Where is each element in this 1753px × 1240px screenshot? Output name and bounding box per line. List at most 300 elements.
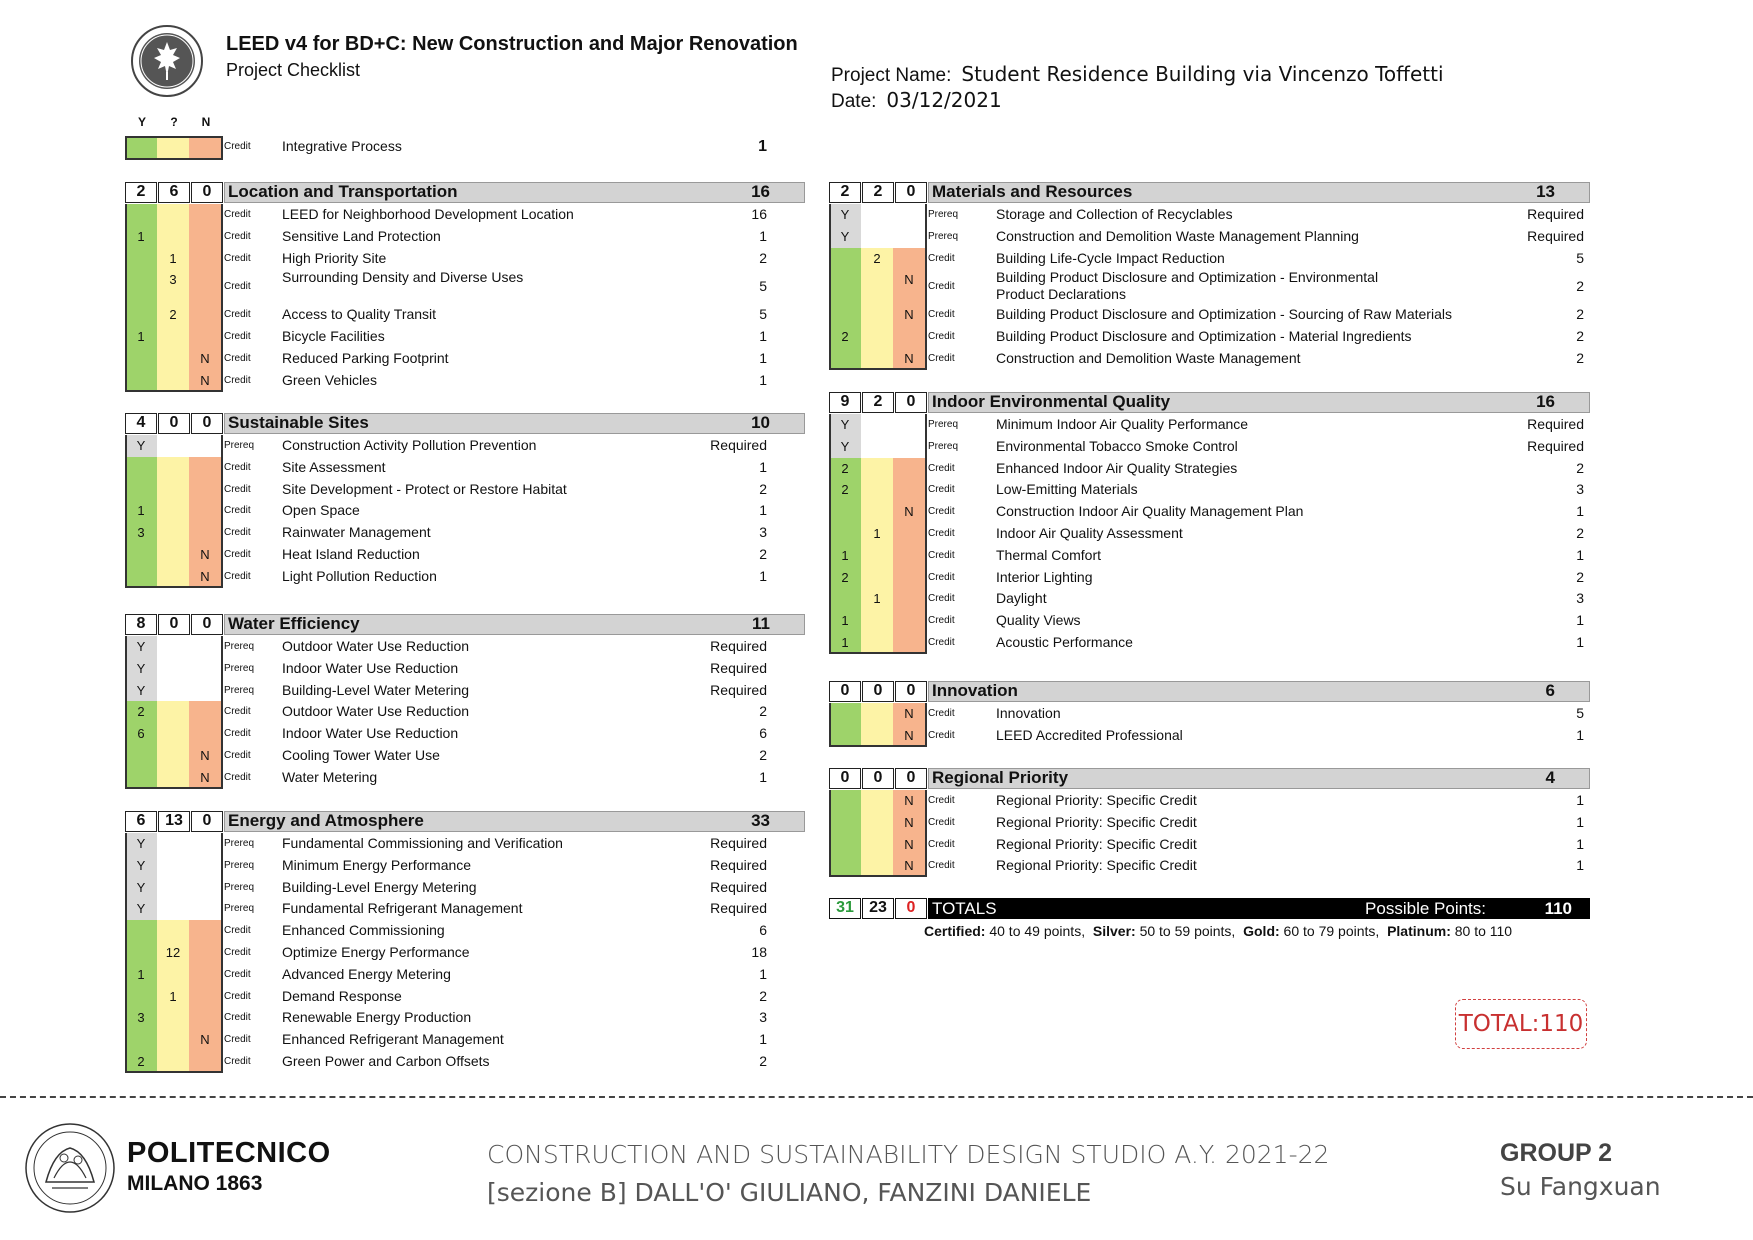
footer-divider — [0, 1096, 1753, 1098]
item-points: 3 — [1576, 590, 1584, 607]
section-indoor-environmental-quality — [829, 392, 1590, 654]
item-name: Interior Lighting — [996, 568, 1093, 585]
section-header — [829, 681, 1590, 703]
section-points: 13 — [1536, 182, 1555, 201]
item-name: Open Space — [282, 502, 360, 519]
item-points: 1 — [759, 328, 767, 345]
item-type: Prereq — [224, 838, 255, 849]
item-type: Credit — [928, 527, 955, 539]
item-points: Required — [1527, 206, 1584, 222]
section-count-yes: 0 — [829, 768, 861, 789]
section-water-efficiency — [125, 614, 805, 789]
maybe-cell: 1 — [157, 248, 189, 270]
checklist-row — [829, 703, 1590, 725]
section-count-maybe: 2 — [862, 182, 894, 203]
section-count-maybe: 6 — [158, 182, 190, 203]
no-cell: N — [189, 348, 221, 370]
yes-cell: 2 — [125, 1051, 157, 1073]
section-title-bar — [224, 811, 805, 832]
checklist-row — [829, 436, 1590, 458]
checklist-row — [829, 348, 1590, 370]
item-name: Fundamental Refrigerant Management — [282, 900, 523, 917]
no-cell: N — [189, 767, 221, 789]
item-name: Indoor Water Use Reduction — [282, 725, 459, 742]
no-cell: N — [189, 1029, 221, 1051]
university-name: POLITECNICO — [127, 1137, 331, 1169]
item-name: Sensitive Land Protection — [282, 227, 441, 244]
checklist-row — [125, 658, 805, 680]
checklist-row — [125, 435, 805, 457]
item-type: Credit — [224, 374, 251, 386]
item-points: 6 — [759, 725, 767, 742]
totals-label: TOTALS — [932, 899, 997, 918]
section-frame — [125, 204, 223, 392]
item-name: Building Life-Cycle Impact Reduction — [996, 249, 1225, 266]
checklist-row — [125, 544, 805, 566]
item-type: Credit — [224, 706, 251, 718]
item-type: Prereq — [928, 230, 959, 242]
item-type: Credit — [224, 1055, 251, 1067]
section-title: Energy and Atmosphere — [228, 811, 424, 830]
certified-range: 40 to 49 points, — [989, 923, 1086, 939]
item-points: Required — [1527, 416, 1584, 432]
item-type: Credit — [224, 309, 251, 321]
item-name: LEED Accredited Professional — [996, 726, 1183, 743]
section-energy-and-atmosphere — [125, 811, 805, 1073]
checklist-row — [829, 269, 1590, 304]
yes-cell: 2 — [829, 326, 861, 348]
checklist-row — [125, 136, 805, 160]
maybe-cell: 1 — [861, 588, 893, 610]
item-points: 2 — [1576, 349, 1584, 366]
item-type: Credit — [224, 483, 251, 495]
item-points: 2 — [759, 480, 767, 497]
checklist-row — [829, 812, 1590, 834]
item-points: 1 — [1576, 813, 1584, 830]
item-name: Indoor Water Use Reduction — [282, 659, 459, 676]
item-points: 1 — [759, 371, 767, 388]
item-points: Required — [1527, 227, 1584, 244]
yes-cell: 1 — [125, 226, 157, 248]
section-frame — [125, 136, 223, 160]
section-title-bar — [928, 681, 1590, 702]
no-cell: N — [893, 725, 925, 747]
item-points: 2 — [1576, 568, 1584, 585]
author-name: Su Fangxuan — [1500, 1172, 1661, 1201]
item-points: 2 — [759, 545, 767, 562]
item-name: Reduced Parking Footprint — [282, 349, 449, 366]
item-name: Outdoor Water Use Reduction — [282, 638, 470, 654]
yes-cell: 2 — [125, 701, 157, 723]
item-type: Credit — [928, 636, 955, 648]
integrative-process-row — [125, 136, 805, 160]
checklist-row — [125, 269, 805, 304]
checklist-row — [829, 610, 1590, 632]
item-points: 1 — [1576, 726, 1584, 743]
certification-levels — [924, 923, 1512, 939]
checklist-row — [829, 479, 1590, 501]
item-points: 1 — [759, 227, 767, 244]
yes-cell: Y — [829, 226, 861, 248]
checklist-row — [125, 304, 805, 326]
checklist-row — [829, 226, 1590, 248]
checklist-row — [829, 204, 1590, 226]
item-type: Credit — [224, 527, 251, 539]
item-name: Daylight — [996, 590, 1047, 607]
item-name: Enhanced Commissioning — [282, 922, 445, 939]
item-type: Prereq — [224, 859, 255, 871]
section-title: Innovation — [932, 681, 1018, 700]
yes-cell: Y — [829, 204, 861, 226]
date-label: Date: — [831, 91, 877, 112]
yes-cell: 2 — [829, 567, 861, 589]
checklist-row — [125, 920, 805, 942]
checklist-row — [125, 479, 805, 501]
checklist-row — [125, 226, 805, 248]
no-cell: N — [189, 370, 221, 392]
section-header — [829, 768, 1590, 790]
item-type: Credit — [928, 309, 955, 321]
total-badge: TOTAL:110 — [1455, 999, 1587, 1049]
checklist-row — [125, 942, 805, 964]
item-type: Credit — [928, 281, 955, 293]
item-type: Credit — [224, 331, 251, 343]
item-points: 3 — [759, 524, 767, 541]
section-materials-and-resources — [829, 182, 1590, 370]
section-title-bar — [928, 768, 1590, 789]
item-type: Credit — [928, 795, 955, 806]
section-frame — [829, 204, 927, 370]
item-type: Credit — [224, 1034, 251, 1046]
section-frame — [829, 414, 927, 654]
item-type: Credit — [224, 252, 251, 264]
checklist-row — [125, 898, 805, 920]
item-name: LEED for Neighborhood Development Location — [282, 206, 574, 222]
item-type: Prereq — [928, 419, 959, 430]
item-name: Regional Priority: Specific Credit — [996, 857, 1197, 874]
item-points: 1 — [759, 1031, 767, 1048]
yes-cell: Y — [125, 877, 157, 899]
no-cell: N — [189, 566, 221, 588]
item-type: Credit — [224, 281, 251, 293]
item-type: Credit — [224, 771, 251, 783]
item-name: Green Vehicles — [282, 371, 377, 388]
silver-label: Silver: — [1092, 923, 1136, 939]
item-name: Regional Priority: Specific Credit — [996, 813, 1197, 830]
section-frame — [829, 703, 927, 747]
column-head-yes: Y — [137, 115, 146, 129]
section-regional-priority — [829, 768, 1590, 877]
no-cell: N — [893, 348, 925, 370]
yes-cell: Y — [125, 855, 157, 877]
item-type: Credit — [928, 352, 955, 364]
checklist-row — [125, 1029, 805, 1051]
item-type: Credit — [928, 484, 955, 496]
item-name: Construction Activity Pollution Prevention — [282, 437, 537, 453]
yes-cell: 1 — [829, 610, 861, 632]
no-cell: N — [189, 745, 221, 767]
item-name: Demand Response — [282, 987, 402, 1004]
document-subtitle: Project Checklist — [226, 60, 361, 80]
yes-cell: Y — [125, 435, 157, 457]
yes-cell: Y — [125, 680, 157, 702]
section-header — [125, 182, 805, 204]
item-type: Credit — [224, 990, 251, 1002]
checklist-row — [829, 588, 1590, 610]
item-points: 16 — [751, 206, 767, 222]
section-points: 11 — [752, 614, 770, 633]
maybe-cell: 12 — [157, 942, 189, 964]
item-type: Prereq — [224, 440, 255, 451]
item-name: Advanced Energy Metering — [282, 965, 451, 982]
section-count-no: 0 — [191, 811, 223, 832]
section-count-maybe: 2 — [862, 392, 894, 413]
checklist-row — [125, 701, 805, 723]
section-points: 10 — [751, 413, 770, 432]
item-name: Access to Quality Transit — [282, 306, 437, 323]
section-header — [829, 182, 1590, 204]
item-name: Optimize Energy Performance — [282, 943, 470, 960]
section-innovation — [829, 681, 1590, 747]
item-type: Credit — [928, 331, 955, 343]
item-name: Site Development - Protect or Restore Habitat — [282, 480, 567, 497]
section-count-maybe: 0 — [862, 768, 894, 789]
item-points: 2 — [759, 703, 767, 720]
yes-cell: 1 — [125, 326, 157, 348]
checklist-row — [125, 1051, 805, 1073]
item-points: 1 — [1576, 612, 1584, 629]
project-name-label: Project Name: — [831, 65, 952, 86]
item-points: 2 — [1576, 306, 1584, 323]
section-count-yes: 6 — [125, 811, 157, 832]
no-cell: N — [893, 855, 925, 877]
section-points: 6 — [1545, 681, 1555, 700]
totals-label-bar — [928, 898, 1590, 919]
section-location-and-transportation — [125, 182, 805, 392]
item-name: Innovation — [996, 705, 1061, 721]
item-type: Prereq — [224, 903, 255, 915]
section-count-yes: 2 — [829, 182, 861, 203]
yes-cell: 1 — [829, 632, 861, 654]
item-points: 2 — [1576, 328, 1584, 345]
yes-cell: Y — [829, 436, 861, 458]
item-name: Integrative Process — [282, 138, 402, 154]
item-name: Construction and Demolition Waste Management — [996, 349, 1301, 366]
item-name: Surrounding Density and Diverse Uses — [282, 269, 524, 286]
section-title: Indoor Environmental Quality — [932, 392, 1171, 411]
item-type: Prereq — [224, 881, 255, 893]
item-points: Required — [710, 437, 767, 453]
item-points: 2 — [759, 249, 767, 266]
item-type: Credit — [224, 570, 251, 582]
yes-cell: 3 — [125, 522, 157, 544]
checklist-row — [125, 767, 805, 789]
item-points: 1 — [1576, 503, 1584, 520]
item-points: 1 — [1576, 792, 1584, 808]
item-points: 2 — [759, 746, 767, 763]
checklist-row — [125, 566, 805, 588]
section-count-maybe: 0 — [158, 614, 190, 635]
checklist-row — [829, 523, 1590, 545]
item-type: Credit — [928, 615, 955, 627]
totals-yes: 31 — [829, 898, 861, 919]
item-name: Construction and Demolition Waste Management Planning — [996, 227, 1359, 244]
gold-range: 60 to 79 points, — [1283, 923, 1380, 939]
certified-label: Certified: — [924, 923, 986, 939]
studio-title: CONSTRUCTION AND SUSTAINABILITY DESIGN STUDIO A.Y. 2021-22 — [487, 1140, 1330, 1169]
item-points: 3 — [1576, 481, 1584, 498]
yes-cell: Y — [125, 658, 157, 680]
item-name: Heat Island Reduction — [282, 545, 420, 562]
section-title: Water Efficiency — [228, 614, 360, 633]
item-type: Credit — [928, 708, 955, 719]
section-count-yes: 0 — [829, 681, 861, 702]
section-count-maybe: 0 — [862, 681, 894, 702]
item-points: Required — [710, 659, 767, 676]
item-type: Credit — [224, 352, 251, 364]
item-name: Building-Level Energy Metering — [282, 878, 477, 895]
item-points: 5 — [759, 278, 767, 295]
item-type: Credit — [928, 506, 955, 518]
item-name: Light Pollution Reduction — [282, 567, 437, 584]
item-points: Required — [710, 835, 767, 851]
no-cell: N — [893, 304, 925, 326]
item-points: 1 — [1576, 857, 1584, 874]
yes-cell: 3 — [125, 1007, 157, 1029]
checklist-row — [125, 500, 805, 522]
section-count-no: 0 — [191, 413, 223, 434]
checklist-row — [125, 680, 805, 702]
project-name-value: Student Residence Building via Vincenzo Toffetti — [961, 62, 1444, 86]
section-title-bar — [224, 182, 805, 203]
section-count-no: 0 — [895, 182, 927, 203]
item-name: Renewable Energy Production — [282, 1009, 472, 1026]
item-name: Regional Priority: Specific Credit — [996, 792, 1197, 808]
no-cell: N — [189, 544, 221, 566]
item-name: Fundamental Commissioning and Verification — [282, 835, 563, 851]
item-points: 1 — [759, 768, 767, 785]
item-name: Acoustic Performance — [996, 633, 1133, 650]
item-name: Environmental Tobacco Smoke Control — [996, 437, 1238, 454]
item-points: 1 — [758, 138, 767, 155]
checklist-row — [125, 964, 805, 986]
item-type: Credit — [928, 549, 955, 561]
checklist-row — [125, 745, 805, 767]
section-count-maybe: 13 — [158, 811, 190, 832]
section-title: Sustainable Sites — [228, 413, 369, 432]
checklist-row — [829, 326, 1590, 348]
item-name: Building Product Disclosure and Optimization - Material Ingredients — [996, 328, 1412, 345]
checklist-row — [125, 248, 805, 270]
column-head-maybe: ? — [170, 115, 178, 129]
item-points: 2 — [1576, 524, 1584, 541]
item-points: Required — [710, 681, 767, 698]
yes-cell: 2 — [829, 479, 861, 501]
no-cell: N — [893, 834, 925, 856]
section-header — [829, 392, 1590, 414]
section-title-bar — [928, 182, 1590, 203]
item-type: Credit — [928, 462, 955, 474]
yes-cell: Y — [125, 898, 157, 920]
document-title: LEED v4 for BD+C: New Construction and Major Renovation — [226, 33, 798, 55]
section-count-no: 0 — [895, 768, 927, 789]
checklist-row — [829, 458, 1590, 480]
item-name: Enhanced Refrigerant Management — [282, 1031, 504, 1048]
section-header — [125, 413, 805, 435]
section-frame — [125, 833, 223, 1073]
item-points: Required — [710, 900, 767, 917]
section-count-yes: 8 — [125, 614, 157, 635]
item-name: Bicycle Facilities — [282, 328, 385, 345]
item-type: Credit — [224, 548, 251, 560]
item-type: Credit — [224, 209, 251, 220]
item-name: Low-Emitting Materials — [996, 481, 1138, 498]
section-count-no: 0 — [895, 392, 927, 413]
item-points: 1 — [759, 349, 767, 366]
item-points: 1 — [759, 567, 767, 584]
checklist-row — [125, 986, 805, 1008]
item-type: Credit — [928, 571, 955, 583]
item-type: Credit — [928, 252, 955, 264]
section-title-bar — [224, 614, 805, 635]
no-cell: N — [893, 269, 925, 304]
totals-bar — [829, 898, 1590, 919]
checklist-row — [125, 877, 805, 899]
section-title-bar — [224, 413, 805, 434]
item-points: 2 — [1576, 459, 1584, 476]
checklist-row — [125, 855, 805, 877]
possible-points-label: Possible Points: — [1365, 899, 1486, 918]
checklist-row — [829, 790, 1590, 812]
section-header — [125, 811, 805, 833]
item-points: Required — [710, 878, 767, 895]
university-subtitle: MILANO 1863 — [127, 1172, 263, 1195]
section-count-yes: 2 — [125, 182, 157, 203]
checklist-row — [829, 855, 1590, 877]
checklist-row — [829, 248, 1590, 270]
section-title: Location and Transportation — [228, 182, 458, 201]
item-type: Prereq — [224, 684, 255, 696]
item-name: Regional Priority: Specific Credit — [996, 835, 1197, 852]
totals-no: 0 — [895, 898, 927, 919]
item-points: 5 — [1576, 249, 1584, 266]
checklist-row — [829, 501, 1590, 523]
item-points: Required — [710, 638, 767, 654]
item-name: Enhanced Indoor Air Quality Strategies — [996, 459, 1238, 476]
item-points: 6 — [759, 922, 767, 939]
date-line — [831, 88, 1002, 113]
yes-cell: Y — [125, 636, 157, 658]
item-points: 2 — [759, 1052, 767, 1069]
section-count-yes: 4 — [125, 413, 157, 434]
checklist-row — [829, 304, 1590, 326]
platinum-range: 80 to 110 — [1454, 923, 1513, 939]
checklist-row — [125, 457, 805, 479]
silver-range: 50 to 59 points, — [1139, 923, 1236, 939]
no-cell: N — [893, 790, 925, 812]
checklist-row — [829, 834, 1590, 856]
possible-points-value: 110 — [1544, 899, 1572, 918]
yes-cell: 2 — [829, 458, 861, 480]
checklist-row — [829, 632, 1590, 654]
checklist-row — [125, 833, 805, 855]
section-points: 33 — [751, 811, 770, 830]
studio-section: [sezione B] DALL'O' GIULIANO, FANZINI DANIELE — [487, 1178, 1092, 1207]
group-label: GROUP 2 — [1500, 1139, 1613, 1167]
checklist-row — [125, 723, 805, 745]
maybe-cell: 1 — [861, 523, 893, 545]
section-title-bar — [928, 392, 1590, 413]
